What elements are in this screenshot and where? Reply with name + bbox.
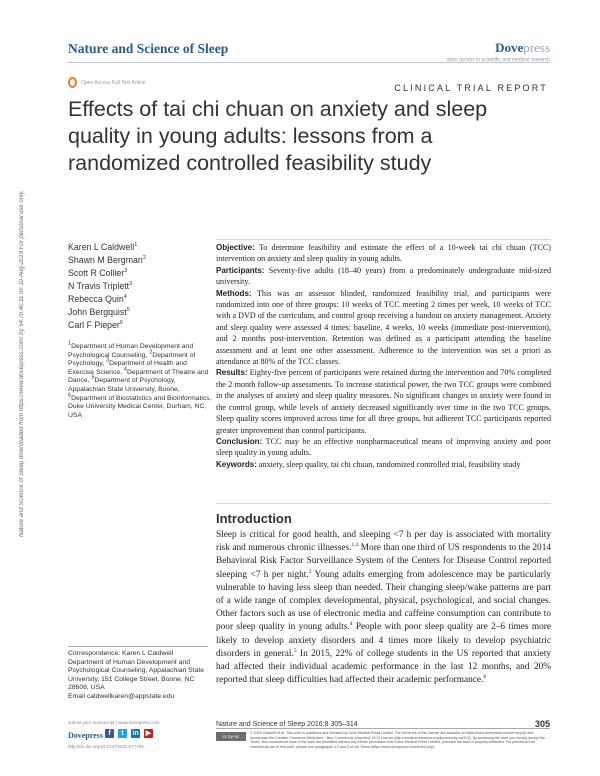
abstract [216,242,551,470]
abstract-rule-bottom [216,503,551,504]
journal-name: Nature and Science of Sleep [68,41,229,56]
correspondence-address: Department of Human Development and Psychological Counseling, Appalachian State University, 151 College Street, Boone, NC 28608, USA [68,658,205,692]
cc-license-badge[interactable]: cc by-nc [216,732,246,741]
affiliations: $^1$Department of Human Development and Psychological Counseling, $^2$Department of Psychology, $^3$Department of Health and Exercise Science, $^4$Department of Theatre and Dance, $^5$Department of Psychology, Appalachian State University, Boone, $^6$Department of Biostatistics and Bioinformatics, Duke University Medical Center, Durham, NC, USA [68,340,212,419]
article-type: CLINICAL TRIAL REPORT [394,83,548,93]
publisher-tagline: open access to scientific and medical research [446,57,550,63]
results-text: Eighty-five percent of participants were retained during the intervention and 70% completed the 2 month follow-up assessments. To increase statistical power, the two TCC groups were combined in the analyses of anxiety and sleep quality measures. No significant changes in anxiety were found in the control group, while levels of anxiety decreased significantly over time in the two TCC groups. Sleep quality scores improved across time for all three groups, but adherent TCC participants reported greater improvement than control participants. [216,368,551,435]
abstract-results [216,367,551,435]
download-watermark: Nature and Science of Sleep downloaded from https://www.dovepress.com/ by 54.70.40.11 on 10-Aug-2019 For personal use only. [19,190,25,537]
author-name: Rebecca Quin$^4$ [68,294,127,304]
affiliation-text: Department of Biostatistics and Bioinformatics, Duke University Medical Center, Durham, NC, USA [68,394,212,419]
youtube-icon[interactable]: ▶ [145,730,152,737]
methods-label: Methods: [216,288,252,298]
methods-text: This was an assessor blinded, randomized feasibility trial, and participants were randomized into one of three groups: 10 weeks of TCC meeting 2 times per week, 10 weeks of TCC with a DVD of the curriculum, and control group receiving a handout on anxiety management. Anxiety and sleep quality were assessed 4 times: baseline, 4 weeks, 10 weeks (immediate post-intervention), and 2 months post-intervention. Retention was defined as a participant attending the baseline assessment and at least one other assessment. Adherence to the intervention was set a priori as attendance at 80% of the TCC classes. [216,288,551,367]
publisher-name: Dove [495,40,524,55]
introduction-paragraph: Sleep is critical for good health, and sleeping <7 h per day is associated with mortality risk and numerous chronic illnesses.$^{1,2}$ More than one third of US respondents to the 2014 Behavioral Risk Factor Surveillance System of the Centers for Disease Control reported sleeping <7 h per night.$^3$ Young adults emerging from adolescence may be particularly vulnerable to having less sleep than needed. Their changing sleep/wake patterns are part of a wide range of complex developmental, physical, psychological, and social changes. Other factors such as use of electronic media and caffeine consumption can contribute to poor sleep quality in young adults.$^4$ People with poor sleep quality are 2–6 times more likely to develop anxiety disorders and 4 times more likely to develop psychiatric disorders in general.$^5$ In 2015, 22% of college students in the US reported that anxiety had affected their individual academic performance in the last 12 months, and 20% reported that sleep difficulties had affected their academic performance.$^6$ [216,530,551,686]
abstract-conclusion [216,436,551,459]
author-name: Shawn M Bergman$^2$ [68,255,146,265]
linkedin-icon[interactable]: in [132,730,139,737]
citation-ref[interactable]: 3 [308,568,312,575]
citation-ref[interactable]: 6 [483,674,487,681]
facebook-icon[interactable]: f [105,729,114,738]
conclusion-text: TCC may be an effective nonpharmaceutical means of improving anxiety and poor sleep quality in young adults. [216,436,551,458]
citation-ref[interactable]: 5 [293,647,297,654]
citation-ref[interactable]: 1,2 [351,542,359,549]
social-icons [105,729,153,738]
author-list [68,241,146,332]
twitter-icon[interactable]: t [118,729,127,738]
abstract-methods [216,288,551,368]
results-label: Results: [216,368,248,378]
abstract-objective [216,242,551,265]
correspondence-email[interactable]: Email caldwellkaren@appstate.edu [68,692,175,700]
citation-ref[interactable]: 4 [349,621,353,628]
correspondence-name: Correspondence: Karen L Caldwell [68,650,174,657]
footer-citation: Nature and Science of Sleep 2016:8 305–314 [216,721,358,728]
submit-link[interactable]: submit your manuscript | www.dovepress.com [68,720,160,725]
participants-label: Participants: [216,265,265,275]
author-name: Carl F Pieper$^6$ [68,320,123,330]
open-access-label: Open Access Full Text Article [81,79,146,86]
license-text: © 2016 Caldwell et al. This work is published and licensed by Dove Medical Press Limited. The full terms of this license are available at https://www.dovepress.com/terms.php and incorporate the Creative Commons Attribution – Non Commercial (unported, v3.0) License (http://creativecommons.org/licenses/by-nc/3.0/). By accessing the work you hereby accept the Terms. Non-commercial uses of the work are permitted without any further permission from Dove Medical Press Limited, provided the work is properly attributed. For permission for commercial use of this work, please see paragraphs 4.2 and 5 of our Terms (https://www.dovepress.com/terms.php). [250,731,545,749]
author-name: N Travis Triplett$^3$ [68,281,133,291]
affiliation-text: Department of Human Development and Psychological Counseling, [68,343,194,359]
author-name: Scott R Collier$^3$ [68,268,128,278]
correspondence-rule [68,646,208,647]
correspondence [68,650,213,702]
open-access-badge [68,77,145,88]
introduction-body [216,529,551,687]
doi-link[interactable]: http://dx.doi.org/10.2147/NSS.S77755 [68,744,144,749]
objective-label: Objective: [216,243,255,252]
keywords-text: anxiety, sleep quality, tai chi chuan, randomized controlled trial, feasibility study [256,459,521,469]
keywords-label: Keywords: [216,459,257,469]
abstract-participants [216,265,551,288]
conclusion-label: Conclusion: [216,436,263,446]
article-title: Effects of tai chi chuan on anxiety and sleep quality in young adults: lessons from a randomized controlled feasibility study [68,97,488,175]
header-rule [68,62,550,63]
abstract-keywords [216,459,551,470]
footer-dove-logo[interactable]: Dovepress [68,731,103,740]
footer-rule [216,728,550,729]
page-number: 305 [534,719,550,729]
open-access-icon [68,77,77,88]
publisher-logo[interactable] [495,40,550,56]
author-name: John Bergquist$^5$ [68,307,130,317]
participants-text: Seventy-five adults (18–40 years) from a predominately undergraduate mid-sized university. [216,265,551,287]
author-name: Karen L Caldwell$^1$ [68,242,138,252]
abstract-rule-top [216,239,551,240]
affiliation-text: Department of Theatre and Dance, [68,368,209,385]
affiliation-text: Department of Psychology, [68,351,196,368]
objective-text: To determine feasibility and estimate the effect of a 10-week tai chi chuan (TCC) intervention on anxiety and sleep quality in young adults. [216,243,551,264]
introduction-heading: Introduction [216,511,292,526]
affiliation-text: Department of Health and Exercise Science, [68,360,187,376]
publisher-suffix: press [523,40,550,55]
affiliation-text: Department of Psychology, Appalachian State University, Boone, [68,377,180,393]
